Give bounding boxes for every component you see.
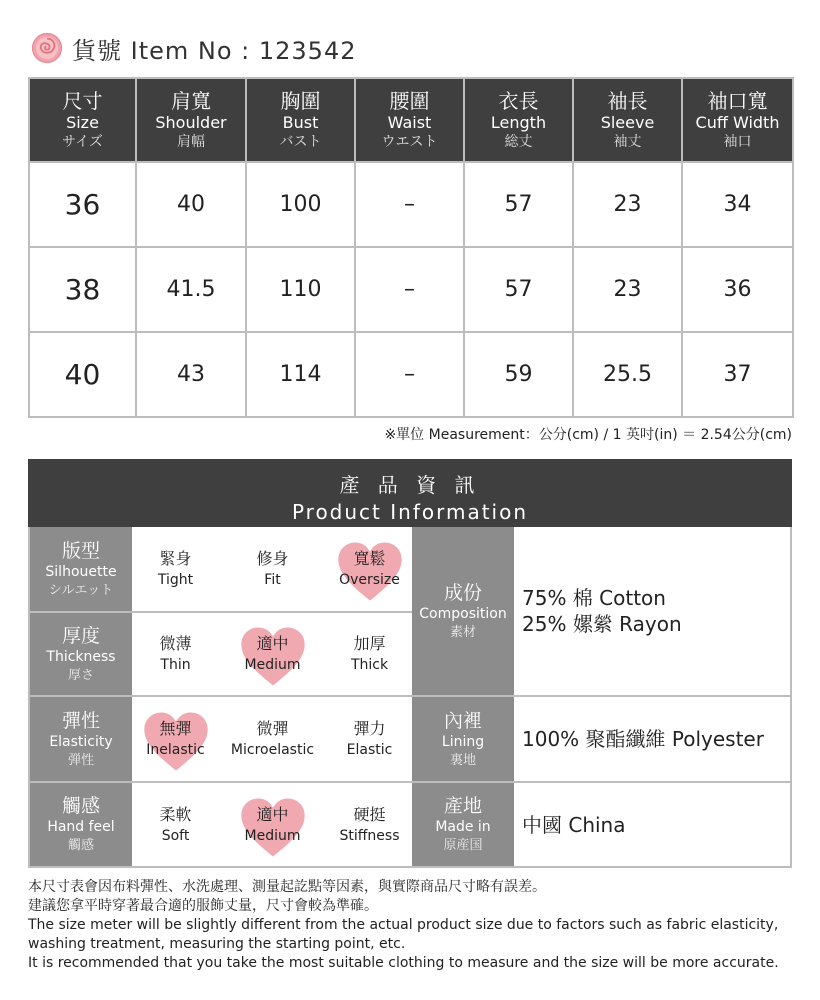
option-label-zh: 硬挺 <box>353 804 386 824</box>
size-header-cell: 衣長 Length 総丈 <box>464 78 573 162</box>
measurement-cell: – <box>355 332 464 417</box>
product-info-body <box>28 527 792 868</box>
option-label-en: Stiffness <box>339 827 400 844</box>
option-label-zh: 適中 <box>256 634 289 653</box>
divider <box>30 781 412 783</box>
footer-line: 建議您拿平時穿著最合適的服飾丈量，尺寸會較為準確。 <box>28 898 378 914</box>
measurement-cell: 23 <box>573 162 682 247</box>
size-table-body <box>29 162 793 417</box>
option-item <box>226 804 319 846</box>
divider <box>30 611 412 613</box>
option-label-en: Tight <box>157 572 194 588</box>
option-label-en: Medium <box>244 657 301 673</box>
size-header-cell: 胸圍 Bust バスト <box>246 78 355 162</box>
label-silhouette: 版型 Silhouette シルエット <box>30 527 132 611</box>
label-thickness: 厚度 Thickness 厚さ <box>30 613 132 695</box>
measurement-cell: 59 <box>464 332 573 417</box>
measurement-cell: 114 <box>246 332 355 417</box>
option-label-en: Fit <box>264 572 281 588</box>
size-header-cell: 袖口寬 Cuff Width 袖口 <box>682 78 793 162</box>
option-label-en: Elastic <box>346 742 393 758</box>
label-elasticity: 彈性 Elasticity 弾性 <box>30 697 132 781</box>
footer-line: The size meter will be slightly different from the actual product size due to factors such as fabric elasticity, <box>28 917 779 933</box>
option-item <box>323 718 416 760</box>
option-label-zh: 彈力 <box>353 719 386 738</box>
options-silhouette <box>132 527 412 611</box>
measurement-cell: – <box>355 162 464 247</box>
option-label-zh: 柔軟 <box>159 804 192 824</box>
option-label-zh: 緊身 <box>159 549 192 568</box>
option-item <box>226 633 319 675</box>
option-item <box>129 548 222 590</box>
footer-line: 本尺寸表會因布料彈性、水洗處理、測量起訖點等因素，與實際商品尺寸略有誤差。 <box>28 879 546 895</box>
divider <box>30 695 412 697</box>
measurement-cell: 41.5 <box>136 247 246 332</box>
option-label-en: Oversize <box>339 572 400 588</box>
options-elasticity <box>132 697 412 781</box>
made-in-value: 中國 China <box>522 812 626 837</box>
composition-line: 25% 嫘縈 Rayon <box>522 612 682 636</box>
measurement-cell: 40 <box>136 162 246 247</box>
option-item <box>226 548 319 590</box>
product-info-title-zh: 產 品 資 訊 <box>339 473 481 497</box>
item-title <box>30 30 357 66</box>
option-label-zh: 修身 <box>256 549 289 568</box>
size-header-cell: 肩寬 Shoulder 肩幅 <box>136 78 246 162</box>
option-label-en: Thick <box>350 657 389 673</box>
measurement-cell: 37 <box>682 332 793 417</box>
footer-notes <box>28 878 798 973</box>
option-item <box>129 718 222 760</box>
measurement-note: ※單位 Measurement：公分(cm) / 1 英吋(in) ＝ 2.54公分(cm) <box>384 427 792 443</box>
measurement-cell: 43 <box>136 332 246 417</box>
option-label-en: Microelastic <box>230 742 315 758</box>
size-cell: 38 <box>29 247 136 332</box>
footer-line: It is recommended that you take the most suitable clothing to measure and the size will be more accurate. <box>28 955 779 971</box>
option-label-zh: 適中 <box>256 804 289 824</box>
measurement-cell: 100 <box>246 162 355 247</box>
label-hand-feel: 觸感 Hand feel 觸感 <box>30 783 132 866</box>
measurement-cell: 110 <box>246 247 355 332</box>
size-cell: 36 <box>29 162 136 247</box>
measurement-cell: 36 <box>682 247 793 332</box>
label-made-in: 產地 Made in 原産国 <box>412 783 514 866</box>
option-label-zh: 無彈 <box>159 719 192 738</box>
option-label-en: Thin <box>160 657 191 673</box>
measurement-cell: 34 <box>682 162 793 247</box>
option-item <box>129 804 222 846</box>
product-info-header <box>28 459 792 527</box>
option-label-zh: 微薄 <box>159 634 192 653</box>
lining-value: 100% 聚酯纖維 Polyester <box>522 727 764 751</box>
size-header-cell: 尺寸 Size サイズ <box>29 78 136 162</box>
measurement-cell: 57 <box>464 162 573 247</box>
table-row <box>29 162 793 247</box>
size-header-cell: 袖長 Sleeve 袖丈 <box>573 78 682 162</box>
option-item <box>226 718 319 760</box>
options-thickness <box>132 613 412 695</box>
measurement-cell: 25.5 <box>573 332 682 417</box>
label-composition: 成份 Composition 素材 <box>412 527 514 695</box>
measurement-cell: 23 <box>573 247 682 332</box>
item-number: 貨號 Item No : 123542 <box>72 36 357 65</box>
composition-value <box>514 527 792 695</box>
option-label-en: Inelastic <box>146 742 205 758</box>
option-label-en: Soft <box>161 827 190 844</box>
options-hand-feel <box>132 783 412 866</box>
option-label-zh: 加厚 <box>353 634 386 653</box>
option-label-zh: 微彈 <box>256 719 289 738</box>
product-info-title-en: Product Information <box>291 500 529 524</box>
composition-line: 75% 棉 Cotton <box>522 586 666 610</box>
size-cell: 40 <box>29 332 136 417</box>
option-label-en: Medium <box>244 827 301 844</box>
option-item <box>323 804 416 846</box>
size-header-cell: 腰圍 Waist ウエスト <box>355 78 464 162</box>
table-row <box>29 247 793 332</box>
size-table-header <box>29 78 793 162</box>
size-table <box>28 77 794 418</box>
option-item <box>323 633 416 675</box>
label-lining: 內裡 Lining 裏地 <box>412 697 514 781</box>
measurement-cell: 57 <box>464 247 573 332</box>
option-label-zh: 寬鬆 <box>353 549 386 568</box>
option-item <box>129 633 222 675</box>
rose-icon <box>30 31 64 65</box>
option-item <box>323 548 416 590</box>
table-row <box>29 332 793 417</box>
measurement-cell: – <box>355 247 464 332</box>
footer-line: washing treatment, measuring the starting point, etc. <box>28 936 406 952</box>
